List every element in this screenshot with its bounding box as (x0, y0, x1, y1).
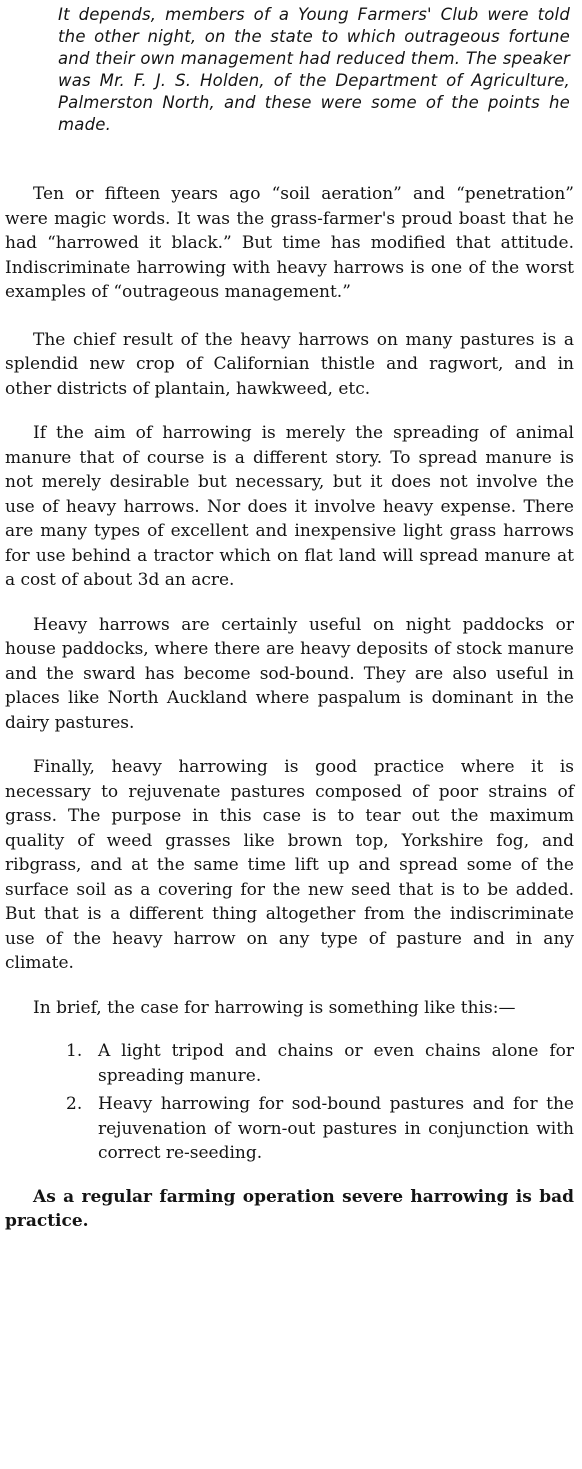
list-item-text: Heavy harrowing for sod-bound pastures and for the rejuvenation of worn-out pastures in conjunction with correct re-seeding. (98, 1094, 574, 1163)
paragraph-chief-result: The chief result of the heavy harrows on many pastures is a splendid new crop of Californian thistle and ragwort, and in other districts of plantain, hawkweed, etc. (5, 329, 574, 399)
list-item-text: A light tripod and chains or even chains alone for spreading manure. (98, 1041, 574, 1086)
harrowing-list (5, 1039, 574, 1166)
paragraph-spreading-manure: If the aim of harrowing is merely the spreading of animal manure that of course is a different story. To spread manure is not merely desirable but necessary, but it does not involve the use of heavy harrows. Nor does it involve heavy expense. There are many types of excellent and inexpensive light grass harrows for use behind a tractor which on flat land will spread manure at a cost of about 3d an acre. (5, 423, 574, 590)
list-item (5, 1039, 574, 1088)
conclusion-paragraph: As a regular farming operation severe harrowing is bad practice. (5, 1186, 574, 1231)
intro-paragraph: It depends, members of a Young Farmers' Club were told the other night, on the state to which outrageous fortune and their own management had reduced them. The speaker was Mr. F. J. S. Holden, of the Department of Agriculture, Palmerston North, and these were some of the points he made. (58, 5, 570, 134)
paragraph-rejuvenate-pastures: Finally, heavy harrowing is good practice where it is necessary to rejuvenate pastures composed of poor strains of grass. The purpose in this case is to tear out the maximum quality of weed grasses like brown top, Yorkshire fog, and ribgrass, and at the same time lift up and spread some of the surface soil as a covering for the new seed that is to be added. But that is a different thing altogether from the indiscriminate use of the heavy harrow on any type of pasture and in any climate. (5, 757, 574, 973)
list-item (5, 1092, 574, 1166)
paragraph-in-brief: In brief, the case for harrowing is something like this:— (33, 997, 516, 1018)
list-item-number: 2. (66, 1094, 83, 1114)
list-item-number: 1. (66, 1041, 83, 1061)
article-page (0, 4, 582, 1469)
paragraph-night-paddocks: Heavy harrows are certainly useful on night paddocks or house paddocks, where there are heavy deposits of stock manure and the sward has become sod-bound. They are also useful in places like North Auckland where paspalum is dominant in the dairy pastures. (5, 614, 574, 733)
paragraph-soil-aeration: Ten or fifteen years ago “soil aeration” and “penetration” were magic words. It was the grass-farmer's proud boast that he had “harrowed it black.” But time has modified that attitude. Indiscriminate harrowing with heavy harrows is one of the worst examples of “outrageous management.” (5, 184, 574, 302)
